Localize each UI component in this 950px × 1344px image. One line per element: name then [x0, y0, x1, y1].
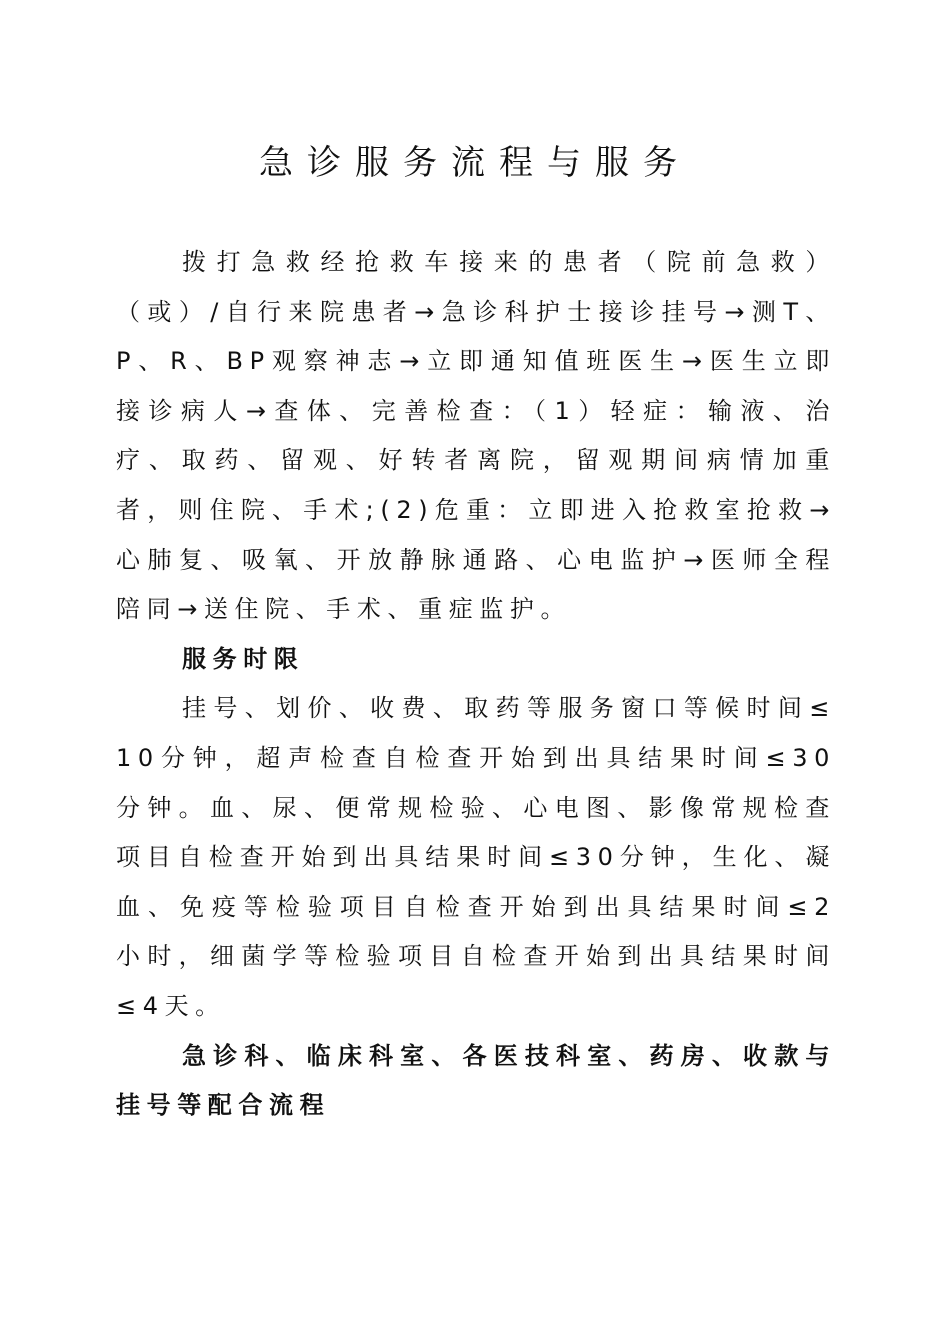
document-body: [116, 238, 836, 1131]
cooperation-process-heading: 急诊科、临床科室、各医技科室、药房、收款与挂号等配合流程: [116, 1041, 836, 1120]
service-time-limit-paragraph: 挂号、划价、收费、取药等服务窗口等候时间≤10分钟，超声检查自检查开始到出具结果时间≤30分钟。血、尿、便常规检验、心电图、影像常规检查项目自检查开始到出具结果时间≤30分钟，生化、凝血、免疫等检验项目自检查开始到出具结果时间≤2小时，细菌学等检验项目自检查开始到出具结果时间≤4天。: [116, 694, 836, 1020]
document-title: 急诊服务流程与服务: [259, 143, 691, 183]
service-time-limit-heading: 服务时限: [182, 644, 305, 673]
emergency-process-paragraph: 拨打急救经抢救车接来的患者（院前急救）（或）/自行来院患者→急诊科护士接诊挂号→测T、P、R、BP观察神志→立即通知值班医生→医生立即接诊病人→查体、完善检查：（1）轻症：输液、治疗、取药、留观、好转者离院，留观期间病情加重者，则住院、手术;(2)危重：立即进入抢救室抢救→心肺复、吸氧、开放静脉通路、心电监护→医师全程陪同→送住院、手术、重症监护。: [116, 248, 836, 624]
